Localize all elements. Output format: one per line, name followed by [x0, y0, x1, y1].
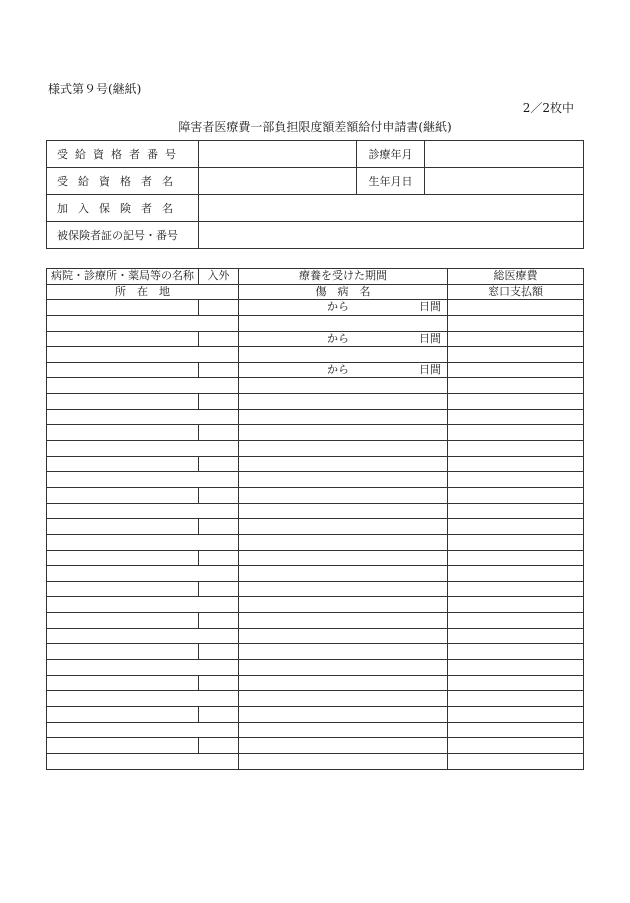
insured-card-label: 被保険者証の記号・番号: [47, 222, 199, 249]
period-from-label: から: [327, 331, 349, 345]
location-cell[interactable]: [47, 753, 239, 769]
disease-name-cell[interactable]: [239, 472, 448, 488]
disease-name-cell[interactable]: [239, 660, 448, 676]
record-row-bottom: [47, 628, 584, 644]
window-payment-cell[interactable]: [448, 441, 584, 457]
treatment-period-cell[interactable]: [239, 300, 448, 316]
birth-date-field[interactable]: [425, 168, 584, 195]
record-row-bottom: [47, 597, 584, 613]
treatment-month-field[interactable]: [425, 141, 584, 168]
institution-name-cell[interactable]: [47, 394, 199, 410]
treatment-period-cell[interactable]: [239, 519, 448, 535]
total-cost-cell[interactable]: [448, 300, 584, 316]
record-row-bottom: [47, 534, 584, 550]
record-row-bottom: [47, 441, 584, 457]
window-payment-cell[interactable]: [448, 503, 584, 519]
record-row-bottom: [47, 753, 584, 769]
applicant-info-table: [46, 140, 584, 249]
record-row-bottom: [47, 472, 584, 488]
recipient-number-label: 受給資格者番号: [47, 141, 199, 168]
in-out-cell[interactable]: [199, 675, 239, 691]
in-out-cell[interactable]: [199, 300, 239, 316]
record-row-top: [47, 300, 584, 316]
location-cell[interactable]: [47, 691, 239, 707]
insurer-name-label: 加入保険者名: [47, 195, 199, 222]
location-cell[interactable]: [47, 503, 239, 519]
institution-name-cell[interactable]: [47, 456, 199, 472]
record-row-top: [47, 550, 584, 566]
location-cell[interactable]: [47, 347, 239, 363]
in-out-cell[interactable]: [199, 706, 239, 722]
record-row-top: [47, 644, 584, 660]
institution-name-cell[interactable]: [47, 644, 199, 660]
location-cell[interactable]: [47, 315, 239, 331]
form-number: 様式第９号(継紙): [48, 82, 142, 96]
window-payment-cell[interactable]: [448, 409, 584, 425]
insured-card-row: [47, 222, 584, 249]
in-out-header: 入外: [199, 269, 239, 285]
total-cost-cell[interactable]: [448, 644, 584, 660]
period-from-label: から: [327, 362, 349, 376]
treatment-period-cell[interactable]: [239, 550, 448, 566]
in-out-cell[interactable]: [199, 519, 239, 535]
record-row-top: [47, 675, 584, 691]
total-cost-cell[interactable]: [448, 362, 584, 378]
record-row-bottom: [47, 315, 584, 331]
recipient-name-row: [47, 168, 584, 195]
page-count: 2／2枚中: [522, 101, 574, 115]
record-row-top: [47, 425, 584, 441]
recipient-name-field[interactable]: [199, 168, 357, 195]
treatment-period-cell[interactable]: [239, 487, 448, 503]
total-cost-cell[interactable]: [448, 613, 584, 629]
treatment-period-cell[interactable]: [239, 581, 448, 597]
window-payment-cell[interactable]: [448, 660, 584, 676]
in-out-cell[interactable]: [199, 331, 239, 347]
records-header-row-1: [47, 269, 584, 285]
location-cell[interactable]: [47, 722, 239, 738]
total-cost-cell[interactable]: [448, 675, 584, 691]
institution-name-cell[interactable]: [47, 550, 199, 566]
institution-name-cell[interactable]: [47, 581, 199, 597]
location-cell[interactable]: [47, 409, 239, 425]
window-payment-cell[interactable]: [448, 347, 584, 363]
record-row-top: [47, 519, 584, 535]
in-out-cell[interactable]: [199, 362, 239, 378]
record-row-bottom: [47, 503, 584, 519]
location-cell[interactable]: [47, 441, 239, 457]
treatment-period-cell[interactable]: [239, 706, 448, 722]
treatment-period-cell[interactable]: [239, 394, 448, 410]
institution-name-cell[interactable]: [47, 331, 199, 347]
in-out-cell[interactable]: [199, 487, 239, 503]
record-row-top: [47, 331, 584, 347]
in-out-cell[interactable]: [199, 581, 239, 597]
institution-name-cell[interactable]: [47, 706, 199, 722]
total-cost-cell[interactable]: [448, 738, 584, 754]
record-row-top: [47, 613, 584, 629]
treatment-period-cell[interactable]: [239, 644, 448, 660]
medical-records-table: [46, 268, 584, 770]
recipient-number-field[interactable]: [199, 141, 357, 168]
record-row-bottom: [47, 722, 584, 738]
insured-card-field[interactable]: [199, 222, 584, 249]
record-row-bottom: [47, 347, 584, 363]
treatment-month-label: 診療年月: [357, 141, 425, 168]
window-payment-cell[interactable]: [448, 378, 584, 394]
institution-name-cell[interactable]: [47, 300, 199, 316]
in-out-cell[interactable]: [199, 613, 239, 629]
record-row-top: [47, 581, 584, 597]
total-cost-cell[interactable]: [448, 331, 584, 347]
record-row-bottom: [47, 409, 584, 425]
birth-date-label: 生年月日: [357, 168, 425, 195]
recipient-number-row: [47, 141, 584, 168]
treatment-period-cell[interactable]: [239, 456, 448, 472]
treatment-period-cell[interactable]: [239, 331, 448, 347]
in-out-cell[interactable]: [199, 394, 239, 410]
insurer-name-row: [47, 195, 584, 222]
window-payment-cell[interactable]: [448, 315, 584, 331]
window-payment-cell[interactable]: [448, 628, 584, 644]
institution-name-cell[interactable]: [47, 738, 199, 754]
total-cost-header: 総医療費: [448, 269, 584, 285]
recipient-name-label: 受給資格者名: [47, 168, 199, 195]
period-days-label: 日間: [419, 362, 441, 376]
document-title: 障害者医療費一部負担限度額差額給付申請書(継紙): [178, 120, 452, 134]
disease-name-cell[interactable]: [239, 534, 448, 550]
treatment-period-cell[interactable]: [239, 613, 448, 629]
insurer-name-field[interactable]: [199, 195, 584, 222]
window-payment-cell[interactable]: [448, 597, 584, 613]
records-header-row-2: [47, 284, 584, 300]
disease-name-cell[interactable]: [239, 628, 448, 644]
treatment-period-cell[interactable]: [239, 425, 448, 441]
disease-name-cell[interactable]: [239, 691, 448, 707]
window-payment-cell[interactable]: [448, 566, 584, 582]
in-out-cell[interactable]: [199, 456, 239, 472]
total-cost-cell[interactable]: [448, 706, 584, 722]
institution-name-cell[interactable]: [47, 613, 199, 629]
period-days-label: 日間: [419, 300, 441, 314]
record-row-top: [47, 456, 584, 472]
disease-name-cell[interactable]: [239, 315, 448, 331]
total-cost-cell[interactable]: [448, 519, 584, 535]
disease-name-cell[interactable]: [239, 597, 448, 613]
record-row-top: [47, 738, 584, 754]
disease-name-header: 傷 病 名: [239, 284, 448, 300]
institution-name-cell[interactable]: [47, 362, 199, 378]
disease-name-cell[interactable]: [239, 347, 448, 363]
location-cell[interactable]: [47, 378, 239, 394]
record-row-bottom: [47, 660, 584, 676]
treatment-period-header: 療養を受けた期間: [239, 269, 448, 285]
total-cost-cell[interactable]: [448, 425, 584, 441]
disease-name-cell[interactable]: [239, 722, 448, 738]
total-cost-cell[interactable]: [448, 456, 584, 472]
window-payment-cell[interactable]: [448, 722, 584, 738]
institution-name-cell[interactable]: [47, 519, 199, 535]
institution-name-cell[interactable]: [47, 425, 199, 441]
window-payment-header: 窓口支払額: [448, 284, 584, 300]
disease-name-cell[interactable]: [239, 378, 448, 394]
location-cell[interactable]: [47, 597, 239, 613]
record-row-top: [47, 394, 584, 410]
in-out-cell[interactable]: [199, 550, 239, 566]
record-row-bottom: [47, 566, 584, 582]
record-row-bottom: [47, 378, 584, 394]
location-cell[interactable]: [47, 628, 239, 644]
treatment-period-cell[interactable]: [239, 362, 448, 378]
total-cost-cell[interactable]: [448, 394, 584, 410]
period-days-label: 日間: [419, 331, 441, 345]
location-cell[interactable]: [47, 660, 239, 676]
in-out-cell[interactable]: [199, 644, 239, 660]
record-row-bottom: [47, 691, 584, 707]
in-out-cell[interactable]: [199, 738, 239, 754]
location-header: 所 在 地: [47, 284, 239, 300]
institution-name-cell[interactable]: [47, 487, 199, 503]
disease-name-cell[interactable]: [239, 566, 448, 582]
record-row-top: [47, 706, 584, 722]
window-payment-cell[interactable]: [448, 534, 584, 550]
window-payment-cell[interactable]: [448, 753, 584, 769]
disease-name-cell[interactable]: [239, 441, 448, 457]
total-cost-cell[interactable]: [448, 487, 584, 503]
disease-name-cell[interactable]: [239, 503, 448, 519]
location-cell[interactable]: [47, 472, 239, 488]
record-row-top: [47, 487, 584, 503]
institution-name-header: 病院・診療所・薬局等の名称: [47, 269, 199, 285]
window-payment-cell[interactable]: [448, 472, 584, 488]
treatment-period-cell[interactable]: [239, 738, 448, 754]
period-from-label: から: [327, 300, 349, 314]
location-cell[interactable]: [47, 566, 239, 582]
record-row-top: [47, 362, 584, 378]
treatment-period-cell[interactable]: [239, 675, 448, 691]
total-cost-cell[interactable]: [448, 581, 584, 597]
in-out-cell[interactable]: [199, 425, 239, 441]
total-cost-cell[interactable]: [448, 550, 584, 566]
location-cell[interactable]: [47, 534, 239, 550]
disease-name-cell[interactable]: [239, 753, 448, 769]
window-payment-cell[interactable]: [448, 691, 584, 707]
institution-name-cell[interactable]: [47, 675, 199, 691]
disease-name-cell[interactable]: [239, 409, 448, 425]
